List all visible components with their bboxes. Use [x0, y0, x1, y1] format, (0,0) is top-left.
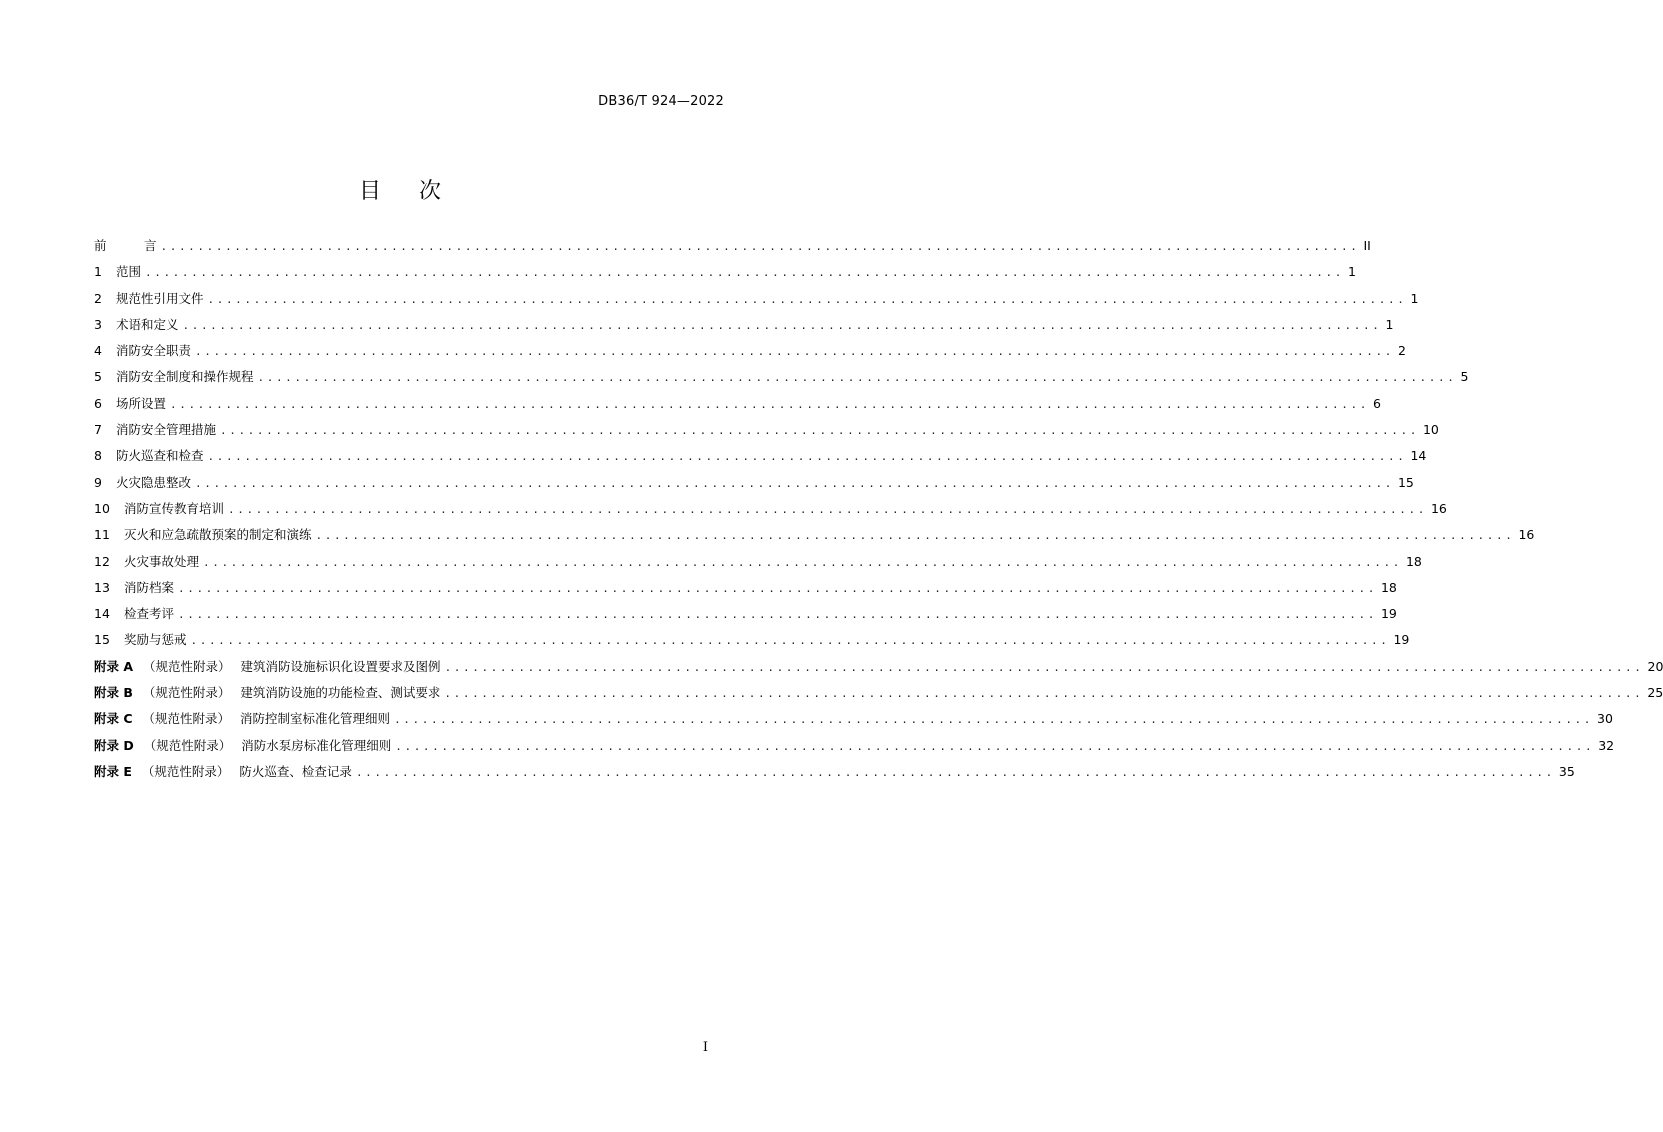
page-title-part-2: 次: [419, 179, 442, 204]
toc-leader-dots: ..................................................................................................................................: [195, 345, 1394, 359]
toc-entry-page: 5: [1460, 369, 1469, 385]
toc-entry-number: 9: [94, 474, 102, 490]
toc-entry-foreword[interactable]: [94, 236, 1371, 262]
toc-annex-label: 附录 B: [94, 685, 133, 701]
toc-entry-number: 11: [94, 527, 110, 543]
toc-entry-page: 25: [1647, 685, 1663, 701]
toc-entry-title: 消防水泵房标准化管理细则: [241, 737, 392, 753]
toc-entry-title: 场所设置: [116, 395, 167, 411]
toc-entry[interactable]: [94, 473, 1414, 499]
toc-entry-title: 规范性引用文件: [116, 290, 204, 306]
toc-entry-page: II: [1363, 238, 1371, 253]
toc-entry-page: 20: [1647, 658, 1663, 674]
toc-leader-dots: ..................................................................................................................................: [395, 739, 1595, 753]
toc-leader-dots: ..................................................................................................................................: [207, 292, 1407, 306]
toc-entry-page: 1: [1347, 264, 1356, 280]
document-code: DB36/T 924—2022: [598, 94, 724, 109]
toc-entry-number: 10: [94, 500, 110, 516]
toc-entry-title: 术语和定义: [116, 316, 179, 332]
toc-entry-page: 14: [1410, 448, 1427, 464]
toc-entry[interactable]: [94, 552, 1422, 578]
toc-entry-number: 1: [94, 264, 102, 280]
toc-leader-dots: ..................................................................................................................................: [315, 529, 1515, 543]
toc-entry-page: 19: [1380, 606, 1397, 622]
toc-entry[interactable]: [94, 315, 1394, 341]
toc-entry-page: 2: [1397, 343, 1406, 359]
page-title: [0, 174, 800, 205]
toc-entry[interactable]: [94, 394, 1381, 420]
toc-entry-annex[interactable]: [94, 736, 1615, 762]
toc-entry-title: 消防安全制度和操作规程: [116, 369, 254, 385]
toc-entry-title: 消防安全职责: [116, 343, 192, 359]
toc-entry-page: 15: [1397, 474, 1414, 490]
toc-annex-kind: （规范性附录）: [143, 658, 231, 674]
toc-entry-title: 言: [144, 238, 157, 253]
toc-entry-page: 16: [1518, 527, 1535, 543]
toc-entry-number: 3: [94, 316, 102, 332]
toc-leader-dots: ..................................................................................................................................: [444, 687, 1644, 701]
toc-entry-number: 6: [94, 395, 102, 411]
toc-annex-label: 附录 D: [94, 737, 134, 753]
toc-entry-title: 消防档案: [124, 579, 175, 595]
toc-entry-title: 范围: [116, 264, 142, 280]
toc-leader-dots: ..................................................................................................................................: [182, 318, 1382, 332]
toc-leader-dots: ..................................................................................................................................: [195, 476, 1394, 490]
toc-entry-title: 防火巡查和检查: [116, 448, 204, 464]
toc-annex-label: 附录 C: [94, 711, 133, 727]
toc-entry-page: 6: [1372, 395, 1381, 411]
toc-entry-number: 12: [94, 553, 110, 569]
toc-entry-title: 消防控制室标准化管理细则: [240, 711, 391, 727]
toc-entry-number: 15: [94, 632, 110, 648]
toc-entry-title: 火灾事故处理: [124, 553, 200, 569]
toc-entry[interactable]: [94, 341, 1406, 367]
toc-entry-title: 检查考评: [124, 606, 175, 622]
toc-entry-number: 前: [94, 238, 107, 253]
toc-entry[interactable]: [94, 604, 1397, 630]
toc-entry[interactable]: [94, 525, 1535, 551]
toc-entry-page: 16: [1430, 500, 1447, 516]
toc-entry-number: 5: [94, 369, 102, 385]
toc-leader-dots: ..................................................................................................................................: [257, 371, 1457, 385]
toc-entry[interactable]: [94, 289, 1419, 315]
toc-entry[interactable]: [94, 420, 1439, 446]
toc-entry[interactable]: [94, 630, 1410, 656]
toc-leader-dots: ..................................................................................................................................: [170, 397, 1369, 411]
toc-entry-page: 19: [1393, 632, 1410, 648]
toc-entry-page: 30: [1597, 711, 1613, 727]
toc-leader-dots: ..................................................................................................................................: [160, 240, 1360, 253]
toc-entry-page: 10: [1422, 422, 1439, 438]
toc-annex-label: 附录 E: [94, 763, 132, 779]
toc-entry-number: 8: [94, 448, 102, 464]
toc-entry-title: 奖励与惩戒: [124, 632, 187, 648]
toc-entry-page: 32: [1598, 737, 1615, 753]
toc-entry-page: 1: [1385, 316, 1394, 332]
toc-leader-dots: ..................................................................................................................................: [178, 581, 1377, 595]
toc-entry-title: 消防宣传教育培训: [124, 500, 225, 516]
page-number: I: [702, 1040, 708, 1055]
toc-leader-dots: ..................................................................................................................................: [145, 266, 1344, 280]
toc-leader-dots: ..................................................................................................................................: [394, 713, 1593, 727]
toc-leader-dots: ..................................................................................................................................: [228, 502, 1427, 516]
toc-entry[interactable]: [94, 578, 1397, 604]
toc-leader-dots: ..................................................................................................................................: [220, 424, 1419, 438]
toc-entry-title: 消防安全管理措施: [116, 422, 217, 438]
toc-leader-dots: ..................................................................................................................................: [355, 765, 1555, 779]
toc-entry[interactable]: [94, 499, 1447, 525]
toc-entry-title: 建筑消防设施的功能检查、测试要求: [240, 685, 441, 701]
toc-entry[interactable]: [94, 367, 1469, 393]
toc-leader-dots: ..................................................................................................................................: [190, 634, 1390, 648]
toc-entry-number: 13: [94, 579, 110, 595]
toc-entry-title: 火灾隐患整改: [116, 474, 192, 490]
toc-leader-dots: ..................................................................................................................................: [178, 608, 1377, 622]
toc-annex-label: 附录 A: [94, 658, 134, 674]
toc-entry-page: 35: [1558, 763, 1575, 779]
toc-entry-title: 建筑消防设施标识化设置要求及图例: [240, 658, 441, 674]
toc-entry-page: 18: [1380, 579, 1397, 595]
table-of-contents: [94, 236, 1663, 788]
toc-entry[interactable]: [94, 262, 1356, 288]
toc-entry-annex[interactable]: [94, 762, 1575, 788]
toc-annex-kind: （规范性附录）: [142, 711, 231, 727]
toc-entry-title: 防火巡查、检查记录: [239, 763, 352, 779]
toc-leader-dots: ..................................................................................................................................: [207, 450, 1407, 464]
toc-entry-number: 14: [94, 606, 110, 622]
toc-entry-annex[interactable]: [94, 683, 1663, 709]
page-title-part-1: 目: [358, 179, 381, 204]
toc-entry-number: 7: [94, 422, 102, 438]
toc-entry-page: 18: [1405, 553, 1422, 569]
toc-entry-annex[interactable]: [94, 709, 1613, 735]
toc-leader-dots: ..................................................................................................................................: [203, 555, 1402, 569]
toc-entry-annex[interactable]: [94, 657, 1663, 683]
toc-entry-number: 4: [94, 343, 102, 359]
toc-entry[interactable]: [94, 446, 1427, 472]
toc-entry-page: 1: [1410, 290, 1419, 306]
toc-leader-dots: ..................................................................................................................................: [444, 660, 1644, 674]
toc-entry-number: 2: [94, 290, 102, 306]
toc-annex-kind: （规范性附录）: [141, 763, 230, 779]
toc-entry-title: 灭火和应急疏散预案的制定和演练: [124, 527, 312, 543]
toc-annex-kind: （规范性附录）: [142, 685, 231, 701]
toc-annex-kind: （规范性附录）: [143, 737, 232, 753]
